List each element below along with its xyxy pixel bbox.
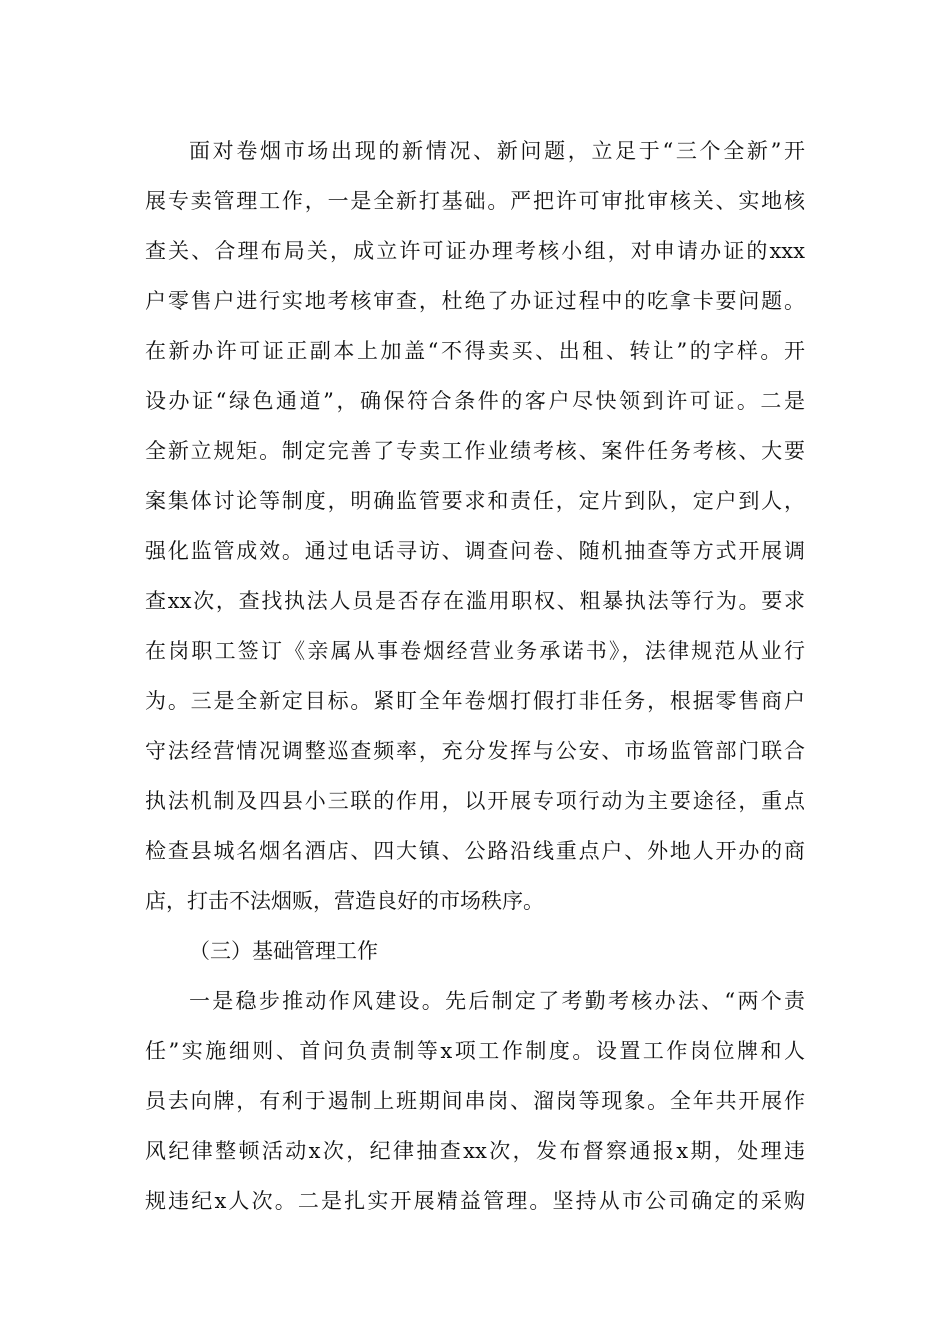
paragraph-1 xyxy=(145,126,805,926)
document-body xyxy=(145,126,805,1226)
paragraph-line: 展专卖管理工作，一是全新打基础。严把许可审批审核关、实地核 xyxy=(145,189,805,213)
paragraph-line: 强化监管成效。通过电话寻访、调查问卷、随机抽查等方式开展调 xyxy=(145,539,805,563)
paragraph-line: 员去向牌，有利于遏制上班期间串岗、溜岗等现象。全年共开展作 xyxy=(145,1089,805,1113)
paragraph-2 xyxy=(145,976,805,1226)
paragraph-line: 执法机制及四县小三联的作用，以开展专项行动为主要途径，重点 xyxy=(145,789,805,813)
paragraph-line: 风纪律整顿活动x次，纪律抽查xx次，发布督察通报x期，处理违 xyxy=(145,1139,805,1163)
paragraph-line: 案集体讨论等制度，明确监管要求和责任，定片到队，定户到人， xyxy=(145,489,805,513)
paragraph-line: 户零售户进行实地考核审查，杜绝了办证过程中的吃拿卡要问题。 xyxy=(145,289,805,313)
paragraph-line: 守法经营情况调整巡查频率，充分发挥与公安、市场监管部门联合 xyxy=(145,739,805,763)
paragraph-line: 规违纪x人次。二是扎实开展精益管理。坚持从市公司确定的采购 xyxy=(145,1189,805,1213)
paragraph-line: 查xx次，查找执法人员是否存在滥用职权、粗暴执法等行为。要求 xyxy=(145,589,805,613)
paragraph-line: 在岗职工签订《亲属从事卷烟经营业务承诺书》，法律规范从业行 xyxy=(145,639,805,663)
paragraph-line: 查关、合理布局关，成立许可证办理考核小组，对申请办证的xxx xyxy=(145,239,805,263)
paragraph-line: 检查县城名烟名酒店、四大镇、公路沿线重点户、外地人开办的商 xyxy=(145,839,805,863)
section-heading: （三）基础管理工作 xyxy=(189,939,378,963)
paragraph-line: 在新办许可证正副本上加盖“不得卖买、出租、转让”的字样。开 xyxy=(145,339,805,363)
paragraph-line: 店，打击不法烟贩，营造良好的市场秩序。 xyxy=(145,889,544,913)
paragraph-line: 任”实施细则、首问负责制等x项工作制度。设置工作岗位牌和人 xyxy=(145,1039,805,1063)
paragraph-line: 一是稳步推动作风建设。先后制定了考勤考核办法、“两个责 xyxy=(189,989,805,1013)
paragraph-line: 设办证“绿色通道”，确保符合条件的客户尽快领到许可证。二是 xyxy=(145,389,805,413)
paragraph-line: 面对卷烟市场出现的新情况、新问题，立足于“三个全新”开 xyxy=(189,139,805,163)
paragraph-line: 全新立规矩。制定完善了专卖工作业绩考核、案件任务考核、大要 xyxy=(145,439,805,463)
paragraph-line: 为。三是全新定目标。紧盯全年卷烟打假打非任务，根据零售商户 xyxy=(145,689,805,713)
